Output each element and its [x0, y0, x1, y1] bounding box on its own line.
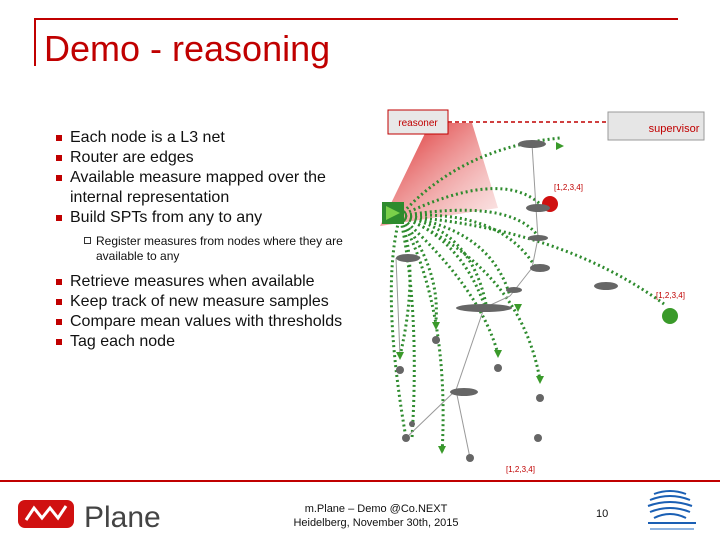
bullet-item — [44, 312, 374, 332]
bullet-item — [44, 272, 374, 292]
logo-text: Plane — [84, 501, 161, 532]
page-number: 10 — [596, 508, 609, 520]
vector-label: [1,2,3,4] — [506, 465, 535, 474]
supervisor-label: supervisor — [648, 123, 700, 135]
bullet-list — [44, 128, 374, 352]
bullet-item — [44, 332, 374, 352]
reasoner-label: reasoner — [398, 118, 438, 129]
slide-title: Demo - reasoning — [44, 28, 331, 69]
vector-label: [1,2,3,4] — [554, 183, 583, 192]
bullet-square-icon — [56, 135, 62, 141]
bullet-square-icon — [56, 319, 62, 325]
bullet-text: Each node is a L3 net — [70, 129, 225, 146]
bullet-text: Tag each node — [70, 333, 175, 350]
bullet-square-icon — [56, 339, 62, 345]
green-node — [662, 308, 678, 324]
bullet-text: Retrieve measures when available — [70, 273, 315, 290]
hollow-square-icon — [84, 237, 91, 244]
bullet-item — [44, 292, 374, 312]
network-diagram — [360, 108, 712, 478]
fp7-logo — [640, 488, 704, 536]
title-frame-top — [34, 18, 678, 20]
bullet-item — [44, 168, 374, 208]
bullet-square-icon — [56, 175, 62, 181]
title-frame-left — [34, 18, 36, 66]
sub-bullet-item — [44, 234, 374, 264]
bullet-square-icon — [56, 155, 62, 161]
bullet-square-icon — [56, 215, 62, 221]
footer-line-1: m.Plane – Demo @Co.NEXT — [304, 503, 448, 515]
footer-line-2: Heidelberg, November 30th, 2015 — [293, 517, 459, 529]
bullet-text: Keep track of new measure samples — [70, 293, 329, 310]
sub-bullet-text: Register measures from nodes where they are available to any — [96, 234, 343, 263]
bullet-text: Router are edges — [70, 149, 194, 166]
bullet-text: Build SPTs from any to any — [70, 209, 263, 226]
mplane-logo — [18, 496, 198, 532]
vector-label: [1,2,3,4] — [656, 291, 685, 300]
bullet-text: Compare mean values with thresholds — [70, 313, 343, 330]
bullet-item — [44, 208, 374, 228]
bullet-item — [44, 148, 374, 168]
bullet-square-icon — [56, 299, 62, 305]
bullet-text: Available measure mapped over the internal representation — [70, 169, 326, 206]
bullet-square-icon — [56, 279, 62, 285]
footer-divider — [0, 480, 720, 482]
footer-caption — [276, 502, 476, 530]
bullet-item — [44, 128, 374, 148]
